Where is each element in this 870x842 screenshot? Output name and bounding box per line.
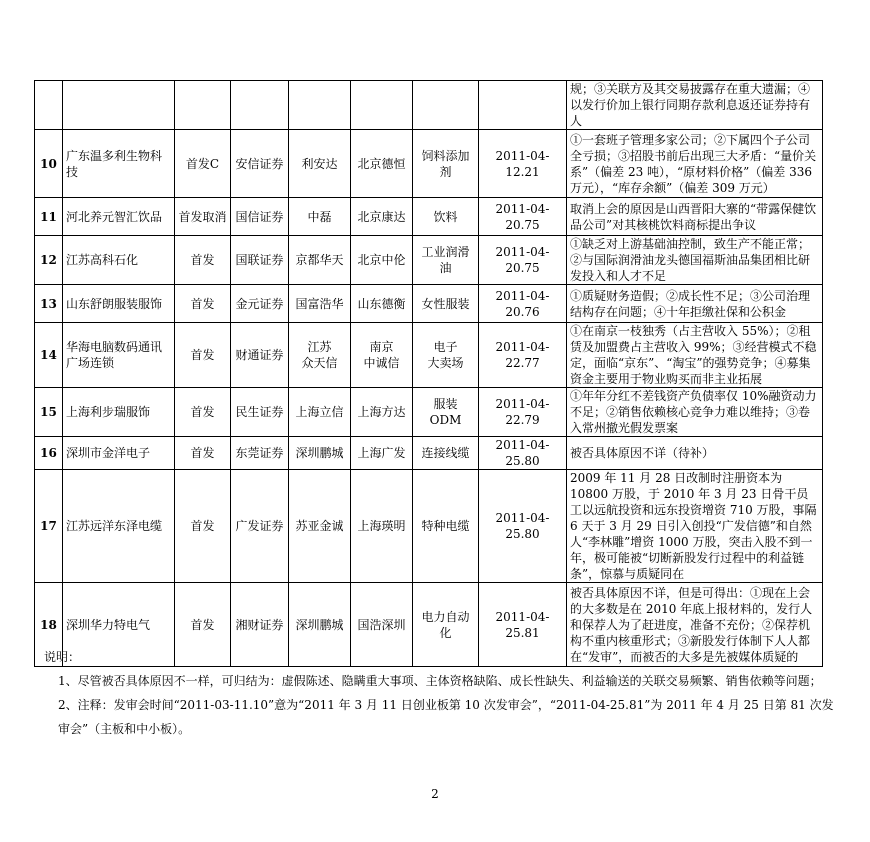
company-name-cell: 河北养元智汇饮品 <box>63 198 175 236</box>
industry-cell: 工业润滑油 <box>413 236 479 285</box>
meeting-date-cell: 2011-04-25.81 <box>479 583 567 667</box>
meeting-date-cell: 2011-04-20.75 <box>479 236 567 285</box>
law-firm-cell: 上海方达 <box>351 388 413 437</box>
company-name-cell: 江苏远洋东泽电缆 <box>63 470 175 583</box>
row-number-cell <box>35 81 63 130</box>
table-row <box>35 470 823 583</box>
law-firm-cell: 南京 中诚信 <box>351 323 413 388</box>
sponsor-broker-cell: 东莞证券 <box>231 437 289 470</box>
accounting-firm-cell: 京都华天 <box>289 236 351 285</box>
law-firm-cell: 北京康达 <box>351 198 413 236</box>
table-row <box>35 130 823 198</box>
issue-type-cell: 首发取消 <box>175 198 231 236</box>
rejection-reason-cell: 规；③关联方及其交易披露存在重大遗漏；④以发行价加上银行同期存款利息返还证券持有人 <box>567 81 823 130</box>
sponsor-broker-cell: 广发证券 <box>231 470 289 583</box>
accounting-firm-cell: 深圳鹏城 <box>289 583 351 667</box>
sponsor-broker-cell: 国信证券 <box>231 198 289 236</box>
row-number-cell: 18 <box>35 583 63 667</box>
law-firm-cell: 上海瑛明 <box>351 470 413 583</box>
issue-type-cell: 首发C <box>175 130 231 198</box>
table-row <box>35 388 823 437</box>
accounting-firm-cell <box>289 81 351 130</box>
issue-type-cell: 首发 <box>175 323 231 388</box>
page-number: 2 <box>431 787 439 801</box>
meeting-date-cell: 2011-04-12.21 <box>479 130 567 198</box>
rejection-reason-cell: ①缺乏对上游基础油控制，致生产不能正常；②与国际润滑油龙头德国福斯油品集团相比研发投入和人才不足 <box>567 236 823 285</box>
issue-type-cell: 首发 <box>175 470 231 583</box>
rejection-reason-cell: ①质疑财务造假；②成长性不足；③公司治理结构存在问题；④十年拒缴社保和公积金 <box>567 285 823 323</box>
notes-heading: 说明： <box>44 650 81 664</box>
law-firm-cell: 国浩深圳 <box>351 583 413 667</box>
rejection-reason-cell: ①一套班子管理多家公司；②下属四个子公司全亏损；③招股书前后出现三大矛盾：“量价关系”（偏差 23 吨），“原材料价格”（偏差 336 万元），“库存余额”（偏差 309 万元） <box>567 130 823 198</box>
accounting-firm-cell: 利安达 <box>289 130 351 198</box>
company-name-cell: 深圳市金洋电子 <box>63 437 175 470</box>
meeting-date-cell <box>479 81 567 130</box>
industry-cell: 特种电缆 <box>413 470 479 583</box>
rejection-reason-cell: 取消上会的原因是山西晋阳大寨的“带露保健饮品公司”对其核桃饮料商标提出争议 <box>567 198 823 236</box>
industry-cell: 连接线缆 <box>413 437 479 470</box>
rejection-reason-cell: 2009 年 11 月 28 日改制时注册资本为 10800 万股，于 2010 年 3 月 23 日骨干员工以远航投资和远东投资增资 710 万股，事隔 6 天于 3 月 29 日引入创投“广发信德”和自然人“李林雕”增资 1000 万股，突击入股不到一年，极可能被“切断新股发行过程中的利益链条”，惊慕与质疑同在 <box>567 470 823 583</box>
law-firm-cell: 上海广发 <box>351 437 413 470</box>
note-item-2: 2、注释：发审会时间“2011-03-11.10”意为“2011 年 3 月 11 日创业板第 10 次发审会”，“2011-04-25.81”为 2011 年 4 月 25 日第 81 次发审会”（主板和中小板）。 <box>58 698 834 736</box>
table-row <box>35 236 823 285</box>
rejection-reason-cell: ①年年分红不差钱资产负债率仅 10%融资动力不足；②销售依赖核心竞争力难以维持；③卷入常州撤光假发票案 <box>567 388 823 437</box>
rejection-reason-cell: 被否具体原因不详，但是可得出：①现在上会的大多数是在 2010 年底上报材料的，发行人和保荐人为了赶进度，准备不充份；②保荐机构不重内核重形式；③新股发行体制下人人都在“发审”，而被否的大多是先被媒体质疑的 <box>567 583 823 667</box>
accounting-firm-cell: 中磊 <box>289 198 351 236</box>
industry-cell: 服装 ODM <box>413 388 479 437</box>
industry-cell: 饲料添加剂 <box>413 130 479 198</box>
sponsor-broker-cell: 国联证券 <box>231 236 289 285</box>
law-firm-cell <box>351 81 413 130</box>
row-number-cell: 10 <box>35 130 63 198</box>
issue-type-cell: 首发 <box>175 236 231 285</box>
law-firm-cell: 北京德恒 <box>351 130 413 198</box>
company-name-cell: 山东舒朗服装服饰 <box>63 285 175 323</box>
issue-type-cell: 首发 <box>175 388 231 437</box>
industry-cell: 电子 大卖场 <box>413 323 479 388</box>
issue-type-cell <box>175 81 231 130</box>
table-row <box>35 285 823 323</box>
company-name-cell <box>63 81 175 130</box>
issue-type-cell: 首发 <box>175 285 231 323</box>
row-number-cell: 13 <box>35 285 63 323</box>
accounting-firm-cell: 苏亚金诚 <box>289 470 351 583</box>
sponsor-broker-cell: 民生证券 <box>231 388 289 437</box>
issue-type-cell: 首发 <box>175 583 231 667</box>
meeting-date-cell: 2011-04-25.80 <box>479 470 567 583</box>
row-number-cell: 14 <box>35 323 63 388</box>
industry-cell: 电力自动化 <box>413 583 479 667</box>
industry-cell: 饮料 <box>413 198 479 236</box>
accounting-firm-cell: 上海立信 <box>289 388 351 437</box>
meeting-date-cell: 2011-04-25.80 <box>479 437 567 470</box>
law-firm-cell: 北京中伦 <box>351 236 413 285</box>
accounting-firm-cell: 国富浩华 <box>289 285 351 323</box>
accounting-firm-cell: 江苏 众天信 <box>289 323 351 388</box>
company-name-cell: 深圳华力特电气 <box>63 583 175 667</box>
meeting-date-cell: 2011-04-22.79 <box>479 388 567 437</box>
row-number-cell: 17 <box>35 470 63 583</box>
row-number-cell: 12 <box>35 236 63 285</box>
sponsor-broker-cell: 金元证券 <box>231 285 289 323</box>
row-number-cell: 11 <box>35 198 63 236</box>
accounting-firm-cell: 深圳鹏城 <box>289 437 351 470</box>
row-number-cell: 15 <box>35 388 63 437</box>
meeting-date-cell: 2011-04-20.76 <box>479 285 567 323</box>
note-item-1: 1、尽管被否具体原因不一样，可归结为：虚假陈述、隐瞒重大事项、主体资格缺陷、成长性缺失、利益输送的关联交易频繁、销售依赖等问题； <box>58 674 822 688</box>
industry-cell: 女性服装 <box>413 285 479 323</box>
notes-section <box>44 645 844 741</box>
meeting-date-cell: 2011-04-20.75 <box>479 198 567 236</box>
rejection-reason-cell: ①在南京一枝独秀（占主营收入 55%）；②租赁及加盟费占主营收入 99%；③经营模式不稳定，面临“京东”、“淘宝”的强势竞争；④募集资金主要用于物业购买而非主业拓展 <box>567 323 823 388</box>
rejection-reason-cell: 被否具体原因不详（待补） <box>567 437 823 470</box>
rejected-ipo-table <box>34 80 823 667</box>
company-name-cell: 华海电脑数码通讯广场连锁 <box>63 323 175 388</box>
table-row <box>35 198 823 236</box>
issue-type-cell: 首发 <box>175 437 231 470</box>
sponsor-broker-cell: 湘财证券 <box>231 583 289 667</box>
sponsor-broker-cell: 财通证券 <box>231 323 289 388</box>
table-row <box>35 437 823 470</box>
industry-cell <box>413 81 479 130</box>
company-name-cell: 江苏高科石化 <box>63 236 175 285</box>
law-firm-cell: 山东德衡 <box>351 285 413 323</box>
table-row <box>35 81 823 130</box>
company-name-cell: 上海利步瑞服饰 <box>63 388 175 437</box>
row-number-cell: 16 <box>35 437 63 470</box>
meeting-date-cell: 2011-04-22.77 <box>479 323 567 388</box>
sponsor-broker-cell <box>231 81 289 130</box>
company-name-cell: 广东温多利生物科技 <box>63 130 175 198</box>
sponsor-broker-cell: 安信证券 <box>231 130 289 198</box>
table-row <box>35 323 823 388</box>
